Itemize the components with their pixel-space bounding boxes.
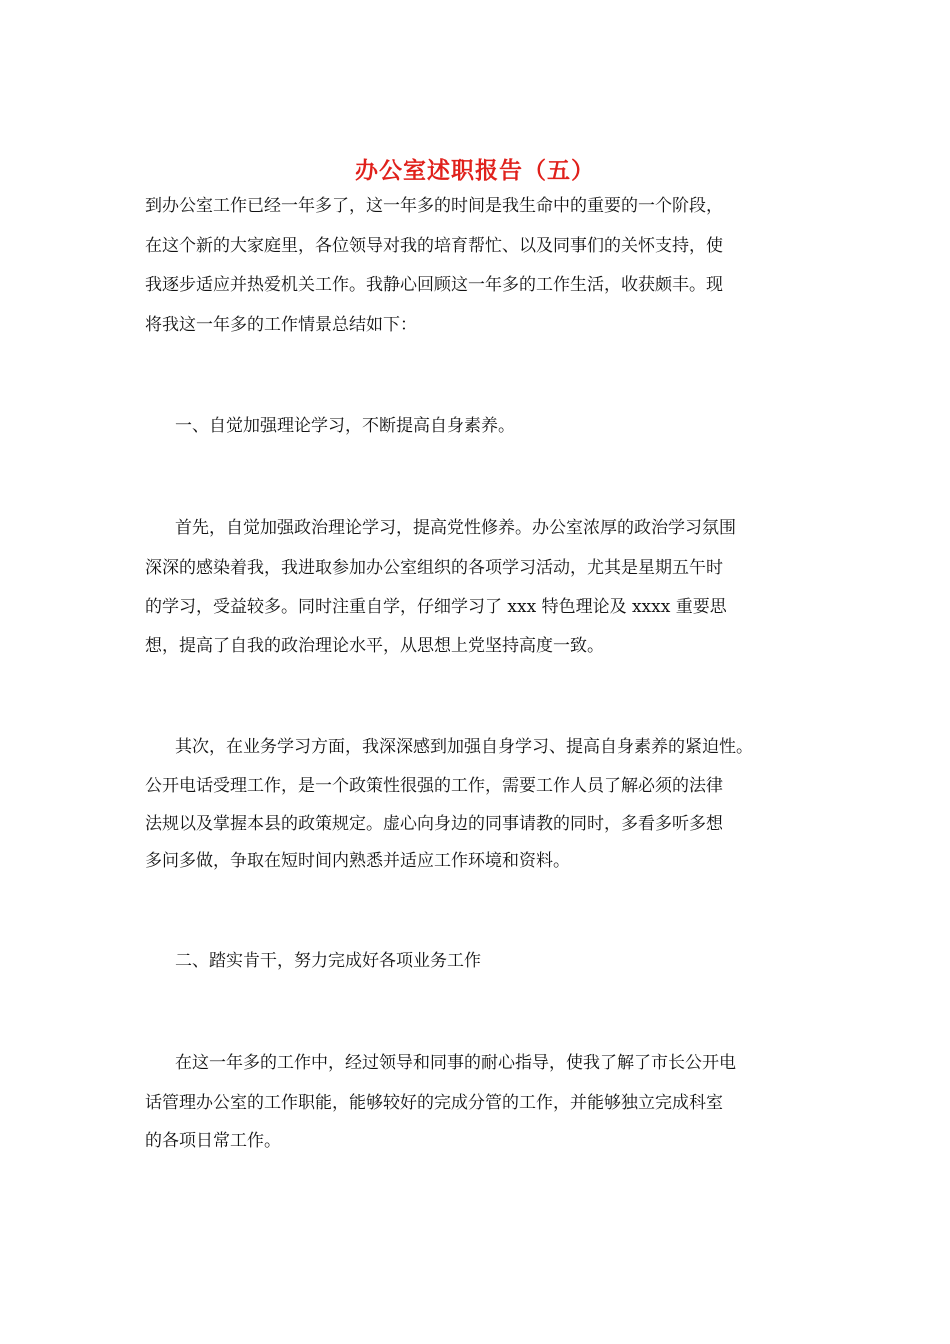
intro-line: 在这个新的大家庭里，各位领导对我的培育帮忙、以及同事们的关怀支持，使 — [145, 236, 723, 256]
paragraph-line: 的各项日常工作。 — [145, 1131, 281, 1151]
paragraph-line: 多问多做，争取在短时间内熟悉并适应工作环境和资料。 — [145, 851, 570, 871]
paragraph-line: 在这一年多的工作中，经过领导和同事的耐心指导，使我了解了市长公开电 — [175, 1053, 736, 1073]
paragraph-line: 法规以及掌握本县的政策规定。虚心向身边的同事请教的同时，多看多听多想 — [145, 814, 723, 834]
paragraph-line: 其次，在业务学习方面，我深深感到加强自身学习、提高自身素养的紧迫性。 — [175, 737, 753, 757]
paragraph-line: 首先，自觉加强政治理论学习，提高党性修养。办公室浓厚的政治学习氛围 — [175, 518, 736, 538]
section-heading-2: 二、踏实肯干，努力完成好各项业务工作 — [175, 951, 481, 971]
paragraph-line: 公开电话受理工作，是一个政策性很强的工作，需要工作人员了解必须的法律 — [145, 776, 723, 796]
intro-line: 到办公室工作已经一年多了，这一年多的时间是我生命中的重要的一个阶段， — [145, 196, 723, 216]
intro-line: 将我这一年多的工作情景总结如下： — [145, 315, 417, 335]
paragraph-line: 的学习，受益较多。同时注重自学，仔细学习了 xxx 特色理论及 xxxx 重要思 — [145, 597, 727, 617]
paragraph-line: 想，提高了自我的政治理论水平，从思想上党坚持高度一致。 — [145, 636, 604, 656]
document-title: 办公室述职报告（五） — [355, 157, 595, 184]
paragraph-line: 话管理办公室的工作职能，能够较好的完成分管的工作，并能够独立完成科室 — [145, 1093, 723, 1113]
section-heading-1: 一、自觉加强理论学习，不断提高自身素养。 — [175, 416, 515, 436]
paragraph-line: 深深的感染着我，我进取参加办公室组织的各项学习活动，尤其是星期五午时 — [145, 558, 723, 578]
intro-line: 我逐步适应并热爱机关工作。我静心回顾这一年多的工作生活，收获颇丰。现 — [145, 275, 723, 295]
